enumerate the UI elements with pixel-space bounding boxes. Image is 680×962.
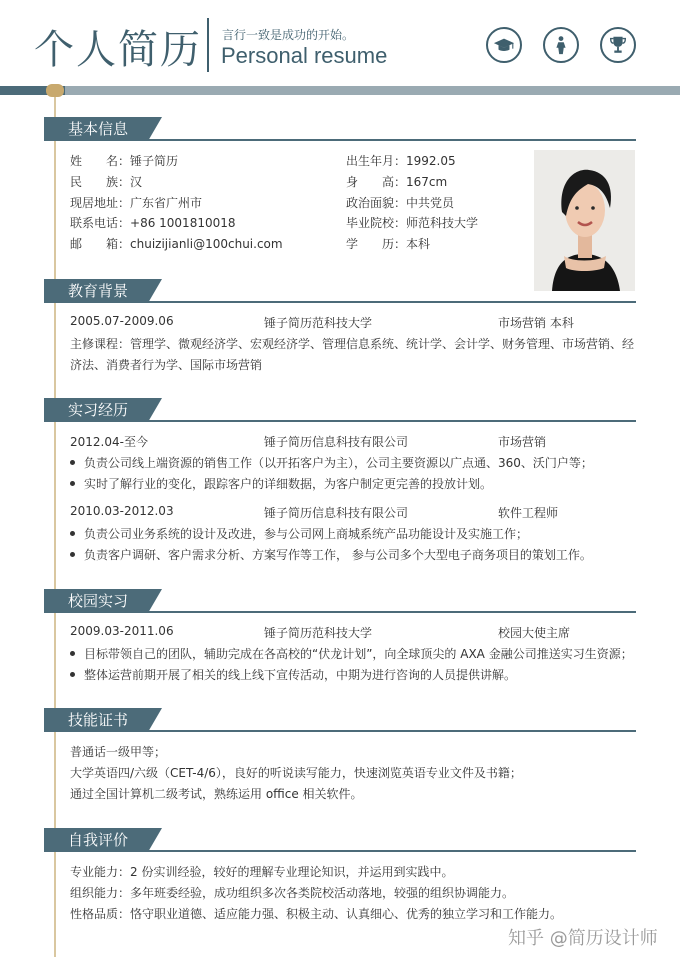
campus-period: 2009.03-2011.06 — [70, 624, 174, 638]
job-role: 市场营销 — [498, 435, 547, 449]
section-title: 技能证书 — [44, 708, 148, 732]
section-rule — [148, 730, 636, 732]
section-rule — [148, 850, 636, 852]
job-bullet: 负责公司业务系统的设计及改进，参与公司网上商城系统产品功能设计及实施工作； — [70, 525, 528, 542]
graduation-cap-icon — [486, 27, 522, 63]
job-role: 软件工程师 — [498, 506, 559, 520]
campus-bullet: 整体运营前期开展了相关的线上线下宣传活动，中期为进行咨询的人员提供讲解。 — [70, 666, 516, 683]
timeline-marker — [46, 84, 64, 97]
job-company: 锤子简历信息科技有限公司 — [264, 506, 409, 520]
section-title: 教育背景 — [44, 279, 148, 303]
education-courses-line1: 主修课程：管理学、微观经济学、宏观经济学、管理信息系统、统计学、会计学、财务管理、市场营销、经 — [70, 337, 635, 351]
education-courses-line2: 济法、消费者行为学、国际市场营销 — [70, 358, 263, 372]
resume-header — [0, 0, 680, 92]
job-company: 锤子简历信息科技有限公司 — [264, 435, 409, 449]
basic-birth-row: 出生年月：1992.05 — [346, 154, 456, 168]
slogan: 言行一致是成功的开始。 — [222, 28, 355, 42]
basic-email-row: 邮 箱：chuizijianli@100chui.com — [70, 237, 283, 251]
self-line: 专业能力：2 份实训经验，较好的理解专业理论知识，并运用到实践中。 — [70, 865, 454, 879]
basic-phone-row: 联系电话：+86 1001810018 — [70, 216, 236, 230]
skill-line: 通过全国计算机二级考试，熟练运用 office 相关软件。 — [70, 787, 363, 801]
campus-school: 锤子简历范科技大学 — [264, 626, 373, 640]
education-period: 2005.07-2009.06 — [70, 314, 174, 328]
basic-political-row: 政治面貌：中共党员 — [346, 196, 455, 210]
section-rule — [148, 420, 636, 422]
section-rule — [148, 139, 636, 141]
section-title: 校园实习 — [44, 589, 148, 613]
basic-school-row: 毕业院校：师范科技大学 — [346, 216, 479, 230]
skill-line: 普通话一级甲等； — [70, 745, 167, 759]
self-line: 组织能力：多年班委经验，成功组织多次各类院校活动落地，较强的组织协调能力。 — [70, 886, 515, 900]
campus-bullet: 目标带领自己的团队，辅助完成在各高校的“伏龙计划”，向全球顶尖的 AXA 金融公司推送实习生资源； — [70, 645, 633, 662]
title-divider — [207, 18, 209, 72]
basic-name-row: 姓 名：锤子简历 — [70, 154, 179, 168]
watermark: 知乎 @简历设计师 — [508, 928, 658, 949]
section-title: 基本信息 — [44, 117, 148, 141]
trophy-icon — [600, 27, 636, 63]
basic-address-row: 现居地址：广东省广州市 — [70, 196, 203, 210]
page-title-english: Personal resume — [221, 43, 388, 68]
page-title: 个人简历 — [34, 27, 202, 73]
job-bullet: 实时了解行业的变化，跟踪客户的详细数据，为客户制定更完善的投放计划。 — [70, 475, 492, 492]
person-icon — [543, 27, 579, 63]
basic-degree-row: 学 历：本科 — [346, 237, 431, 251]
job-period: 2012.04-至今 — [70, 435, 148, 449]
basic-height-row: 身 高：167cm — [346, 175, 448, 189]
section-rule — [148, 301, 636, 303]
skill-line: 大学英语四/六级（CET-4/6），良好的听说读写能力，快速浏览英语专业文件及书籍； — [70, 766, 522, 780]
job-period: 2010.03-2012.03 — [70, 504, 174, 518]
header-band-light — [65, 86, 680, 95]
education-school: 锤子简历范科技大学 — [264, 316, 373, 330]
job-bullet: 负责公司线上端资源的销售工作（以开拓客户为主），公司主要资源以广点通、360、沃门户等； — [70, 454, 593, 471]
section-title: 自我评价 — [44, 828, 148, 852]
section-title: 实习经历 — [44, 398, 148, 422]
job-bullet: 负责客户调研、客户需求分析、方案写作等工作， 参与公司多个大型电子商务项目的策划工作。 — [70, 546, 592, 563]
self-line: 性格品质：恪守职业道德、适应能力强、积极主动、认真细心、优秀的独立学习和工作能力。 — [70, 907, 563, 921]
profile-photo — [534, 150, 635, 291]
basic-ethnic-row: 民 族：汉 — [70, 175, 143, 189]
campus-role: 校园大使主席 — [498, 626, 571, 640]
section-rule — [148, 611, 636, 613]
education-major: 市场营销 本科 — [498, 316, 574, 330]
